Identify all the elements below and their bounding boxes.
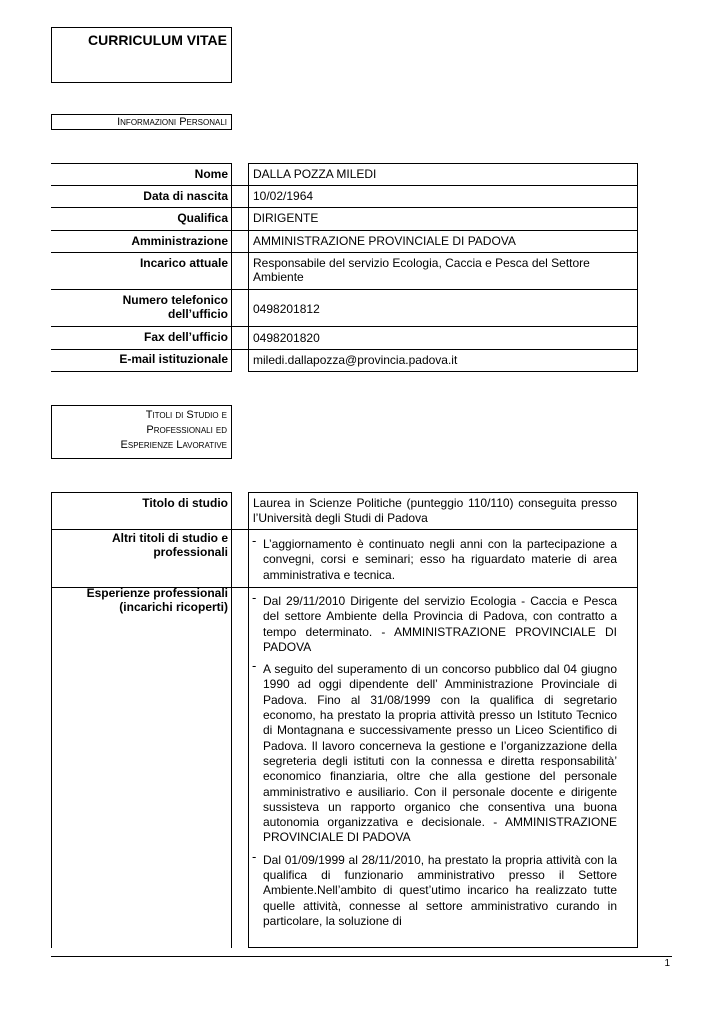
value-incarico: Responsabile del servizio Ecologia, Caccia e Pesca del Settore Ambiente	[253, 256, 590, 284]
row-rule	[51, 252, 638, 253]
label-column-rule-2	[231, 492, 232, 948]
page-number: 1	[664, 958, 670, 969]
row-rule	[51, 230, 638, 231]
label-esperienze: Esperienze professionali (incarichi ricoperti)	[86, 586, 228, 614]
label-altri-titoli: Altri titoli di studio e professionali	[112, 531, 228, 559]
cv-title: CURRICULUM VITAE	[88, 32, 227, 48]
row-rule	[51, 289, 638, 290]
dash-icon: -	[252, 590, 257, 605]
section-personal-info-label: Informazioni Personali	[117, 116, 227, 128]
label-incarico: Incarico attuale	[139, 256, 228, 270]
label-qualifica: Qualifica	[177, 211, 228, 225]
list-item	[249, 533, 617, 583]
row-rule	[51, 349, 638, 350]
row-rule	[51, 326, 638, 327]
dash-icon: -	[252, 658, 257, 674]
value-telefono: 0498201812	[253, 302, 320, 316]
section-studies-title	[51, 405, 232, 459]
label-telefono: Numero telefonico dell’ufficio	[122, 293, 228, 321]
row-rule	[248, 947, 638, 948]
value-qualifica: DIRIGENTE	[253, 211, 319, 225]
list-item	[249, 848, 617, 929]
footer-rule	[51, 956, 672, 957]
label-nome: Nome	[194, 167, 228, 181]
label-data-nascita: Data di nascita	[143, 189, 228, 203]
esperienze-list	[249, 590, 617, 929]
esperienza-3-text: Dal 01/09/1999 al 28/11/2010, ha prestato la propria attività con la qualifica di funzionario amministrativo presso il Settore Ambiente.Nell’ambito di quest’utimo incarico ha realizzato tutte quelle attività, connesse al settore amministrativo curando in particolare, la soluzione di	[263, 852, 617, 928]
altri-titoli-list	[249, 533, 617, 583]
dash-icon: -	[252, 848, 257, 864]
label-fax: Fax dell’ufficio	[143, 330, 228, 344]
list-item	[249, 658, 617, 846]
row-rule	[51, 529, 638, 530]
row-rule	[51, 185, 638, 186]
row-rule	[51, 492, 232, 493]
row-rule	[51, 163, 232, 164]
value-fax: 0498201820	[253, 331, 320, 345]
value-data-nascita: 10/02/1964	[253, 189, 314, 203]
section-studies-line1: Titoli di Studio e	[145, 409, 227, 421]
label-titolo-studio: Titolo di studio	[142, 496, 228, 510]
section-studies-line2: Professionali ed	[146, 424, 227, 436]
esperienza-2-text: A seguito del superamento di un concorso pubblico dal 04 giugno 1990 ad oggi dipendente dell’ Amministrazione Provinciale di Padova. Fino al 31/08/1999 con la qualifica di segretario economo, ha prestato la propria attività presso un Istituto Tecnico di Montagnana e successivamente presso un Liceo Scientifico di Padova. Il lavoro concerneva la gestione e l’organizzazione della segreteria degli istituti con la connessa e diretta responsabilità’ economico finanziaria, oltre che alla gestione del personale amministrativo e ausiliario. Con il personale docente e dirigente sussisteva un rapporto organico che consentiva una buona autonomia organizzativa e decisionale. - AMMINISTRAZIONE PROVINCIALE DI PADOVA	[263, 662, 617, 845]
value-titolo-studio: Laurea in Scienze Politiche (punteggio 110/110) conseguita presso l’Università degli Studi di Padova	[253, 496, 617, 525]
cv-title-box	[51, 27, 232, 83]
section-studies-line3: Esperienze Lavorative	[120, 439, 227, 451]
list-item	[249, 590, 617, 655]
left-rule	[51, 492, 52, 948]
row-rule	[51, 207, 638, 208]
row-rule	[51, 371, 232, 372]
value-amministrazione: AMMINISTRAZIONE PROVINCIALE DI PADOVA	[253, 234, 516, 248]
value-nome: DALLA POZZA MILEDI	[253, 167, 377, 181]
label-amministrazione: Amministrazione	[131, 234, 228, 248]
dash-icon: -	[252, 533, 257, 548]
altri-titoli-text: L’aggiornamento è continuato negli anni con la partecipazione a convegni, corsi e seminari; esso ha riguardato materie di area amministrativa e tecnica.	[263, 537, 617, 582]
label-email: E-mail istituzionale	[119, 352, 228, 366]
section-personal-info-title	[51, 114, 232, 130]
value-email: miledi.dallapozza@provincia.padova.it	[253, 353, 458, 367]
esperienza-1-text: Dal 29/11/2010 Dirigente del servizio Ecologia - Caccia e Pesca del settore Ambiente della Provincia di Padova, con contratto a tempo determinato. - AMMINISTRAZIONE PROVINCIALE DI PADOVA	[263, 594, 617, 654]
